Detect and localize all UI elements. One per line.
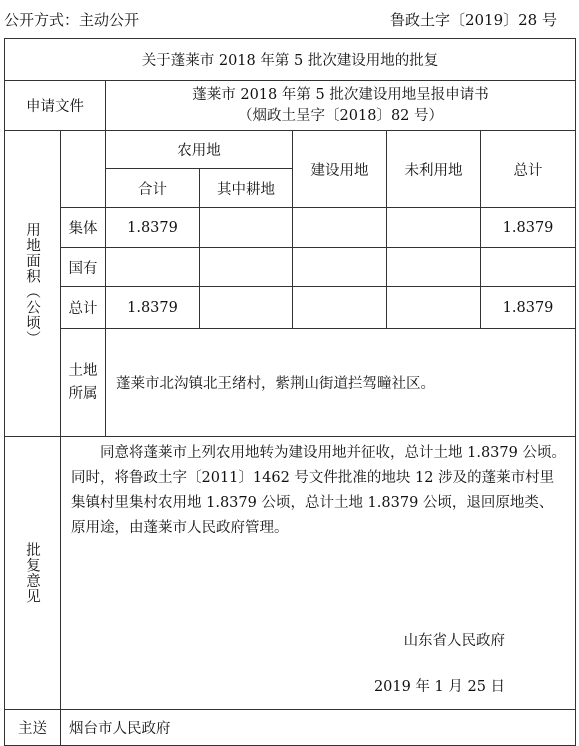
ownership-value: 蓬莱市北沟镇北王绪村，紫荆山街道拦驾疃社区。 <box>106 329 576 437</box>
application-document <box>106 81 576 131</box>
table-row <box>5 208 576 248</box>
application-line-1: 蓬莱市 2018 年第 5 批次建设用地呈报申请书 <box>192 86 489 103</box>
col-total: 总计 <box>481 131 576 208</box>
unused-value <box>387 208 481 248</box>
recipient-label: 主送 <box>5 710 61 746</box>
farmland-value <box>200 208 293 248</box>
area-label: 用地面积（公顷） <box>24 221 40 346</box>
application-line-2: （烟政土呈字〔2018〕82 号） <box>238 107 444 124</box>
table-row <box>5 248 576 287</box>
signer: 山东省人民政府 <box>403 633 506 649</box>
total-value: 1.8379 <box>481 208 576 248</box>
col-agricultural: 农用地 <box>106 131 293 169</box>
opinion-label: 批复意见 <box>24 542 40 604</box>
approval-table <box>4 38 576 746</box>
farmland-value <box>200 248 293 287</box>
col-construction: 建设用地 <box>293 131 387 208</box>
disclosure-method: 公开方式：主动公开 <box>4 11 140 29</box>
table-row <box>5 287 576 329</box>
ownership-label: 土地所属 <box>68 362 98 402</box>
farmland-value <box>200 287 293 329</box>
opinion-cell <box>61 437 576 710</box>
construction-value <box>293 248 387 287</box>
signing-date: 2019 年 1 月 25 日 <box>373 679 506 695</box>
document-number: 鲁政土字〔2019〕28 号 <box>389 11 557 29</box>
total-value <box>481 248 576 287</box>
row-label: 集体 <box>61 208 106 248</box>
construction-value <box>293 287 387 329</box>
area-label-cell <box>5 131 61 437</box>
agri-total-value <box>106 248 200 287</box>
total-value: 1.8379 <box>481 287 576 329</box>
construction-value <box>293 208 387 248</box>
recipient-value: 烟台市人民政府 <box>61 710 576 746</box>
opinion-label-cell <box>5 437 61 710</box>
unused-value <box>387 248 481 287</box>
agri-total-value: 1.8379 <box>106 287 200 329</box>
col-agri-total: 合计 <box>106 169 200 208</box>
col-unused: 未利用地 <box>387 131 481 208</box>
row-label: 总计 <box>61 287 106 329</box>
document-title: 关于蓬莱市 2018 年第 5 批次建设用地的批复 <box>5 39 576 81</box>
row-label: 国有 <box>61 248 106 287</box>
application-label: 申请文件 <box>5 81 106 131</box>
col-farmland: 其中耕地 <box>200 169 293 208</box>
agri-total-value: 1.8379 <box>106 208 200 248</box>
ownership-label-cell <box>61 329 106 437</box>
unused-value <box>387 287 481 329</box>
opinion-text: 同意将蓬莱市上列农用地转为建设用地并征收，总计土地 1.8379 公顷。同时，将鲁政土字〔2011〕1462 号文件批准的地块 12 涉及的蓬莱市村里集镇村里集村农用地 1.8379 公顷，总计土地 1.8379 公顷，退回原地类、原用途，由蓬莱市人民政府管理。 <box>71 445 566 536</box>
empty-corner <box>61 131 106 208</box>
